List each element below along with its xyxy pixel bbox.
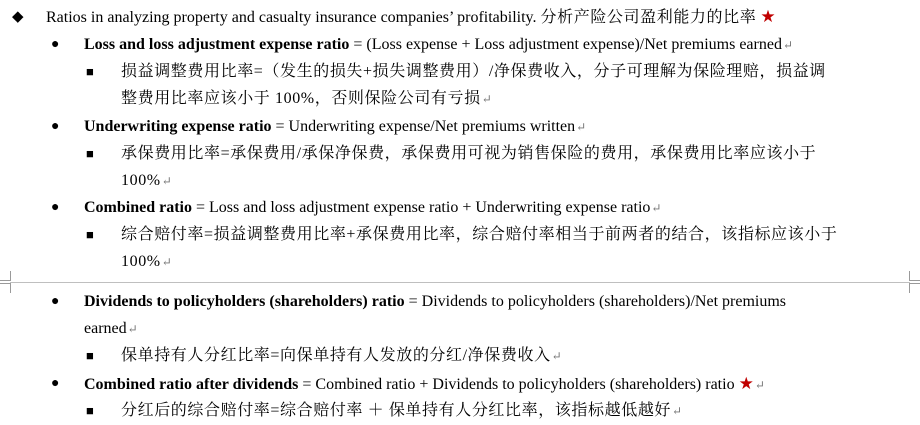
star-icon: ★ xyxy=(760,7,776,26)
dot-bullet-icon: ● xyxy=(51,37,60,52)
sub-item-text: 100% xyxy=(121,253,161,270)
square-bullet-icon: ■ xyxy=(86,403,94,418)
sub-item-line xyxy=(121,401,683,421)
list-item xyxy=(84,374,765,395)
sub-item-text: 保单持有人分红比率=向保单持有人发放的分红/净保费收入 xyxy=(121,347,551,364)
star-icon: ★ xyxy=(738,374,754,393)
page-corner-mark xyxy=(909,283,920,293)
heading-text: Ratios in analyzing property and casualty insurance companies’ profitability. xyxy=(46,9,537,26)
page-break-line xyxy=(10,282,910,283)
square-bullet-icon: ■ xyxy=(86,146,94,161)
sub-item-line-cont xyxy=(121,171,172,191)
list-item xyxy=(84,292,786,312)
list-item-cont xyxy=(84,319,138,339)
term-text: Combined ratio after dividends xyxy=(84,376,299,393)
paragraph-mark-icon: ↵ xyxy=(576,120,587,134)
paragraph-mark-icon: ↵ xyxy=(672,404,683,418)
list-item xyxy=(84,198,661,218)
paragraph-mark-icon: ↵ xyxy=(754,378,765,392)
definition-text: = Underwriting expense/Net premiums written xyxy=(271,118,576,135)
sub-item-line: 损益调整费用比率=（发生的损失+损失调整费用）/净保费收入，分子可理解为保险理赔，损益调 xyxy=(121,63,826,80)
sub-item-text: 100% xyxy=(121,172,161,189)
term-text: Loss and loss adjustment expense ratio xyxy=(84,36,350,53)
term-text: Dividends to policyholders (shareholders) ratio xyxy=(84,293,405,310)
paragraph-mark-icon: ↵ xyxy=(161,174,173,188)
definition-text: = Loss and loss adjustment expense ratio + Underwriting expense ratio xyxy=(192,199,651,216)
sub-item-line-cont xyxy=(121,252,172,272)
list-item xyxy=(84,35,793,55)
heading-line xyxy=(46,7,776,28)
dot-bullet-icon: ● xyxy=(51,294,60,309)
list-item xyxy=(84,117,586,137)
page-corner-mark xyxy=(0,271,11,281)
diamond-bullet-icon: ◆ xyxy=(12,9,24,25)
paragraph-mark-icon: ↵ xyxy=(651,201,662,215)
square-bullet-icon: ■ xyxy=(86,227,94,242)
sub-item-line-cont xyxy=(121,89,492,109)
sub-item-text: 分红后的综合赔付率=综合赔付率 ＋ 保单持有人分红比率，该指标越低越好 xyxy=(121,402,672,419)
definition-text: = Combined ratio + Dividends to policyholders (shareholders) ratio xyxy=(298,376,735,393)
term-text: Combined ratio xyxy=(84,199,192,216)
paragraph-mark-icon: ↵ xyxy=(481,92,493,106)
paragraph-mark-icon: ↵ xyxy=(161,255,173,269)
definition-text: = (Loss expense + Loss adjustment expense)/Net premiums earned xyxy=(349,36,782,53)
square-bullet-icon: ■ xyxy=(86,348,94,363)
page-corner-mark xyxy=(909,271,920,281)
paragraph-mark-icon: ↵ xyxy=(127,322,138,336)
sub-item-line: 综合赔付率=损益调整费用比率+承保费用比率，综合赔付率相当于前两者的结合，该指标应该小于 xyxy=(121,226,838,243)
sub-item-text: 整费用比率应该小于 100%，否则保险公司有亏损 xyxy=(121,90,481,107)
square-bullet-icon: ■ xyxy=(86,64,94,79)
dot-bullet-icon: ● xyxy=(51,376,60,391)
page-corner-mark xyxy=(0,283,11,293)
paragraph-mark-icon: ↵ xyxy=(782,38,794,52)
definition-text: = Dividends to policyholders (shareholders)/Net premiums xyxy=(404,293,786,310)
term-text: Underwriting expense ratio xyxy=(84,118,272,135)
sub-item-line: 承保费用比率=承保费用/承保净保费，承保费用可视为销售保险的费用，承保费用比率应该小于 xyxy=(121,145,817,162)
paragraph-mark-icon: ↵ xyxy=(551,349,563,363)
dot-bullet-icon: ● xyxy=(51,119,60,134)
dot-bullet-icon: ● xyxy=(51,200,60,215)
sub-item-line xyxy=(121,346,562,366)
definition-cont-text: earned xyxy=(84,320,127,337)
heading-cn-text: 分析产险公司盈利能力的比率 xyxy=(540,9,757,26)
